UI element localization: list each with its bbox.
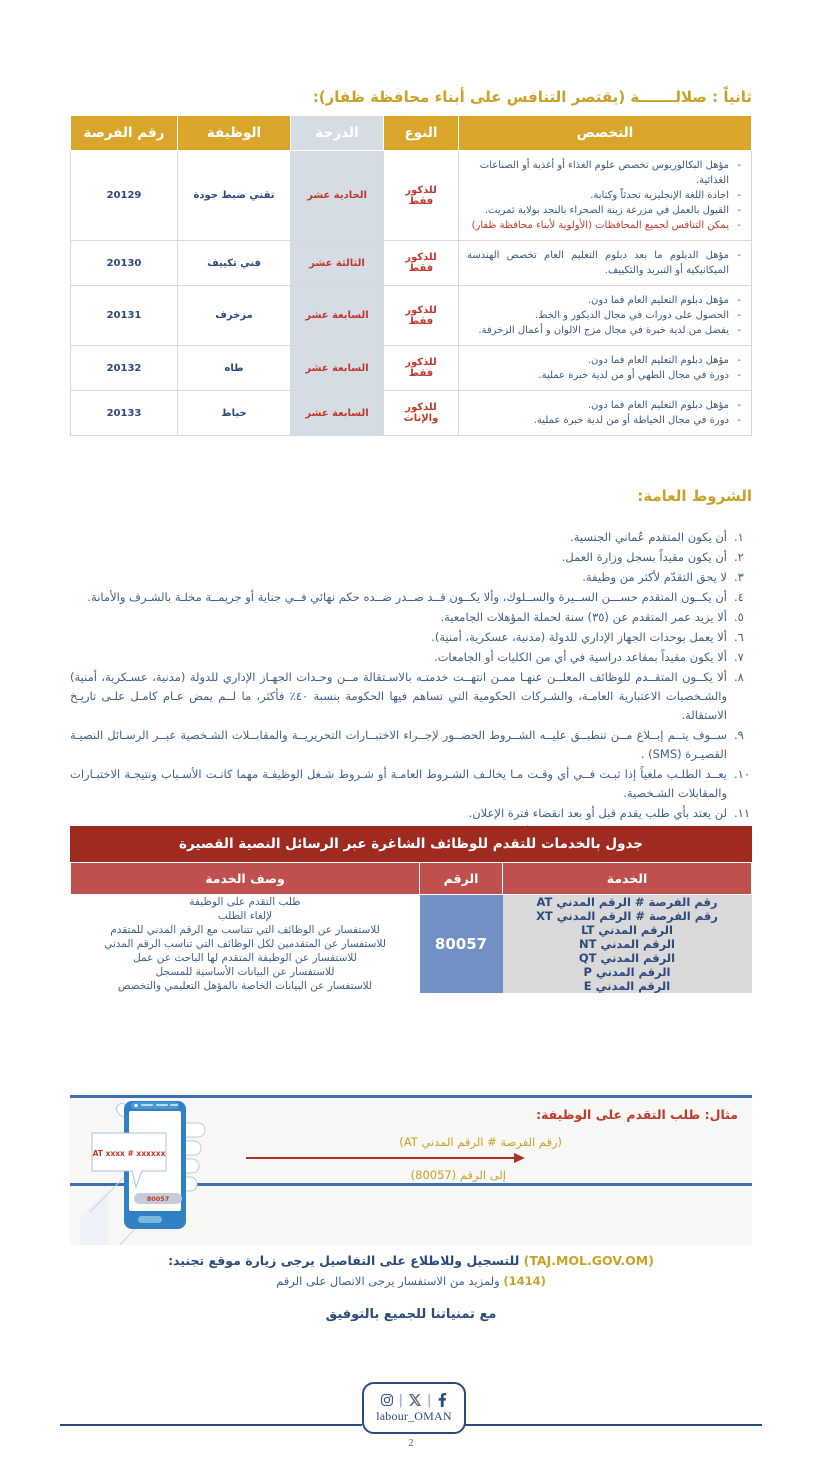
- facebook-icon[interactable]: [437, 1393, 447, 1407]
- closing-wish: مع تمنياتنا للجميع بالتوفيق: [325, 1307, 497, 1322]
- condition-item: [70, 628, 752, 647]
- cell-service-code: الرقم المدني QT: [503, 951, 752, 965]
- inquiry-prefix: ولمزيد من الاستفسار يرجى الاتصال على الرقم: [276, 1274, 500, 1288]
- conditions-title: الشروط العامة:: [637, 487, 752, 505]
- cell-service-description: طلب التقدم على الوظيفة: [71, 895, 420, 910]
- condition-text: أن يكون المتقدم عُماني الجنسية.: [570, 530, 727, 544]
- jobs-table-body: [71, 151, 752, 436]
- spec-item: - مؤهل دبلوم التعليم العام فما دون.: [467, 398, 743, 413]
- cell-service-code: الرقم المدني LT: [503, 923, 752, 937]
- social-separator-1: |: [427, 1392, 432, 1408]
- condition-text: ألا يكــون المتقــدم للوظائف المعلــن عنهـا ممـن انتهــت خدمتـه بالاسـتقالة مــن وحـدات الجهـاز الإداري للدولة (مدنية، عسـكرية، أمنية) والشـخصيات الاعتبارية العامـة، والشـركات الحكومية التي تساهم فيها الحكومة بنسبة ٤٠٪ فأكثر، ما لــم يمض عـام كامـل علـى تاريـخ الاستقالة.: [70, 669, 727, 722]
- example-block: [70, 1095, 752, 1245]
- cell-service-description: للاستفسار عن البيانات الخاصة بالمؤهل التعليمي والتخصص: [71, 979, 420, 993]
- cell-service-code: الرقم المدني P: [503, 965, 752, 979]
- cell-grade: الثالثة عشر: [291, 241, 384, 286]
- condition-item: [70, 804, 752, 823]
- cell-type: للذكور فقط: [384, 241, 459, 286]
- spec-item: - يمكن التنافس لجميع المحافظات (الأولوية لأبناء محافظة ظفار): [467, 218, 743, 233]
- condition-number: ٨.: [734, 669, 744, 684]
- cell-job: تقني ضبط جودة: [178, 151, 291, 241]
- col-header-specialization: التخصص: [459, 116, 752, 151]
- condition-text: لا يحق التقدّم لأكثر من وظيفة.: [582, 569, 727, 584]
- footer-rule-right: [462, 1424, 762, 1426]
- table-row: [71, 391, 752, 436]
- registration-line: [70, 1253, 752, 1268]
- col-header-number: الرقم: [420, 863, 503, 895]
- table-row: [71, 241, 752, 286]
- table-row: [71, 286, 752, 346]
- condition-text: ألا يزيد عمر المتقدم عن (٣٥) سنة لحملة المؤهلات الجامعية.: [440, 609, 727, 624]
- table-row: [71, 151, 752, 241]
- cell-service-description: للاستفسار عن الوظيفة المتقدم لها الباحث عن عمل: [71, 951, 420, 965]
- table-row: [71, 909, 752, 923]
- spec-item: - مؤهل البكالوريوس تخصص علوم الغذاء أو أغذية أو الصناعات الغذائية.: [467, 158, 743, 188]
- cell-opportunity: 20131: [71, 286, 178, 346]
- spec-item: - اجادة اللغة الإنجليزية تحدثاً وكتابة.: [467, 188, 743, 203]
- example-title: مثال: طلب التقدم على الوظيفة:: [536, 1107, 738, 1122]
- registration-prefix: للتسجيل وللاطلاع على التفاصيل يرجى زيارة موقع تجنيد:: [168, 1253, 520, 1268]
- page-number: 2: [408, 1438, 414, 1449]
- table-row: [71, 346, 752, 391]
- condition-item: [70, 668, 752, 725]
- example-destination-number: إلى الرقم (80057): [410, 1168, 506, 1182]
- condition-item: [70, 568, 752, 587]
- cell-job: طاه: [178, 346, 291, 391]
- col-header-service: الخدمة: [503, 863, 752, 895]
- condition-number: ٩.: [734, 727, 744, 742]
- cell-specialization: [459, 391, 752, 436]
- footer-rule-left: [60, 1424, 362, 1426]
- condition-number: ٥.: [734, 609, 744, 624]
- spec-item: - مؤهل الدبلوم ما بعد دبلوم التعليم العام تخصص الهندسة الميكانيكية أو التبريد والتكييف.: [467, 248, 743, 278]
- conditions-list: [70, 528, 752, 843]
- condition-item: [70, 528, 752, 547]
- col-header-grade: الدرجة: [291, 116, 384, 151]
- condition-number: ٢.: [734, 549, 744, 564]
- condition-number: ٣.: [734, 569, 744, 584]
- condition-number: ١١.: [734, 805, 751, 820]
- cell-specialization: [459, 241, 752, 286]
- spec-item: - يفضل من لدية خبرة في مجال مزج الالوان و أعمال الزخرفة.: [467, 323, 743, 338]
- cell-specialization: [459, 286, 752, 346]
- cell-service-description: لإلغاء الطلب: [71, 909, 420, 923]
- social-icons: [381, 1393, 448, 1408]
- spec-item: - مؤهل دبلوم التعليم العام فما دون.: [467, 353, 743, 368]
- table-row: [71, 979, 752, 993]
- cell-type: للذكور فقط: [384, 346, 459, 391]
- sms-table-body: [71, 895, 752, 994]
- cell-service-code: الرقم المدني NT: [503, 937, 752, 951]
- condition-text: ســوف يتــم إبــلاغ مــن تنطبــق عليــه الشــروط الحضــور لإجــراء الاختبــارات التحريريــة والمقابــلات الشـخصية عبــر الرسـائل النصيـة القصيـرة (SMS) .: [70, 727, 727, 761]
- condition-item: [70, 588, 752, 607]
- condition-text: أن يكون مقيداً بسجل وزارة العمل.: [561, 549, 727, 564]
- jobs-table: [70, 115, 752, 436]
- cell-grade: السابعة عشر: [291, 286, 384, 346]
- cell-specialization: [459, 151, 752, 241]
- registration-url[interactable]: (TAJ.MOL.GOV.OM): [523, 1253, 654, 1268]
- cell-opportunity: 20132: [71, 346, 178, 391]
- condition-number: ١٠.: [734, 766, 751, 781]
- cell-specialization: [459, 346, 752, 391]
- cell-job: خياط: [178, 391, 291, 436]
- condition-number: ٦.: [734, 629, 744, 644]
- cell-grade: السابعة عشر: [291, 391, 384, 436]
- instagram-icon[interactable]: [381, 1394, 393, 1406]
- condition-text: يعــد الطلـب ملغياً إذا ثبـت فــي أي وقـت مـا يخالـف الشـروط العامـة أو شـروط شـغل الوظيفـة مهما كانـت الأسـباب ونتيجـة الاختبـارات والمقابلات الشـخصية.: [70, 766, 727, 800]
- spec-item: - دورة في مجال الطهي أو من لدية خبرة عملية.: [467, 368, 743, 383]
- conditions-section: [70, 528, 752, 844]
- spec-item: - القبول بالعمل في مزرعة زينة الصحراء بالنجد بولاية ثمريت.: [467, 203, 743, 218]
- table-row: [71, 951, 752, 965]
- example-message-format: (رقم الفرصة # الرقم المدني AT): [399, 1135, 562, 1149]
- cell-service-code: الرقم المدني E: [503, 979, 752, 993]
- cell-service-code: رقم الفرصة # الرقم المدني AT: [503, 895, 752, 910]
- condition-item: [70, 608, 752, 627]
- phone-illustration-icon: [80, 1097, 290, 1245]
- col-header-job: الوظيفة: [178, 116, 291, 151]
- cell-service-description: للاستفسار عن البيانات الأساسية للمسجل: [71, 965, 420, 979]
- spec-item: - مؤهل دبلوم التعليم العام فما دون.: [467, 293, 743, 308]
- col-header-description: وصف الخدمة: [71, 863, 420, 895]
- condition-item: [70, 548, 752, 567]
- sms-table: [70, 862, 752, 993]
- table-row: [71, 895, 752, 910]
- social-handle: labour_OMAN: [376, 1408, 452, 1423]
- condition-text: لن يعتد بأي طلب يقدم قبل أو بعد انقضاء فترة الإعلان.: [468, 805, 727, 820]
- spec-item: - الحصول على دورات في مجال الديكور و الخط.: [467, 308, 743, 323]
- cell-opportunity: 20133: [71, 391, 178, 436]
- condition-text: ألا يكون مقيداً بمقاعد دراسية في أي من الكليات أو الجامعات.: [433, 649, 727, 664]
- table-row: [71, 965, 752, 979]
- cell-service-code: رقم الفرصة # الرقم المدني XT: [503, 909, 752, 923]
- cell-grade: الحادية عشر: [291, 151, 384, 241]
- phone-number-text: 80057: [146, 1195, 170, 1203]
- twitter-x-icon[interactable]: [409, 1394, 421, 1406]
- cell-service-description: للاستفسار عن الوظائف التي تتناسب مع الرقم المدني للمتقدم: [71, 923, 420, 937]
- table-row: [71, 937, 752, 951]
- condition-text: أن يكــون المتقدم حســـن الســيرة والســلوك، وألا يكــون قــد صــدر ضــده حكم نهائي فــي جناية أو جريمــة مخلـة بالشـرف والأمانة.: [87, 589, 727, 604]
- cell-grade: السابعة عشر: [291, 346, 384, 391]
- cell-job: فني تكييف: [178, 241, 291, 286]
- condition-item: [70, 765, 752, 803]
- cell-type: للذكور فقط: [384, 151, 459, 241]
- cell-opportunity: 20130: [71, 241, 178, 286]
- cell-type: للذكور والإناث: [384, 391, 459, 436]
- cell-opportunity: 20129: [71, 151, 178, 241]
- col-header-opportunity: رقم الفرصة: [71, 116, 178, 151]
- cell-service-description: للاستفسار عن المتقدمين لكل الوظائف التي تناسب الرقم المدني: [71, 937, 420, 951]
- spec-item: - دورة في مجال الخياطة أو من لدية خبرة عملية.: [467, 413, 743, 428]
- phone-bubble-text: AT xxxx # xxxxxx: [92, 1149, 166, 1158]
- condition-text: ألا يعمل بوحدات الجهاز الإداري للدولة (مدنية، عسكرية، أمنية).: [431, 629, 727, 644]
- sms-table-header-row: [71, 863, 752, 895]
- condition-number: ٤.: [734, 589, 744, 604]
- cell-short-number: 80057: [420, 895, 503, 994]
- condition-number: ٧.: [734, 649, 744, 664]
- jobs-table-header-row: [71, 116, 752, 151]
- sms-services-block: [70, 826, 752, 993]
- social-separator-2: |: [398, 1392, 403, 1408]
- cell-job: مزخرف: [178, 286, 291, 346]
- col-header-type: النوع: [384, 116, 459, 151]
- cell-type: للذكور فقط: [384, 286, 459, 346]
- sms-table-banner: جدول بالخدمات للتقدم للوظائف الشاغرة عبر الرسائل النصية القصيرة: [70, 826, 752, 862]
- inquiry-number: (1414): [503, 1274, 546, 1288]
- condition-item: [70, 648, 752, 667]
- condition-item: [70, 726, 752, 764]
- social-box: [362, 1382, 466, 1434]
- inquiry-line: [70, 1274, 752, 1288]
- page-title: ثانياً : صلالـــــــة (يقتصر التنافس على أبناء محافظة ظفار):: [312, 88, 752, 106]
- table-row: [71, 923, 752, 937]
- condition-number: ١.: [734, 530, 744, 544]
